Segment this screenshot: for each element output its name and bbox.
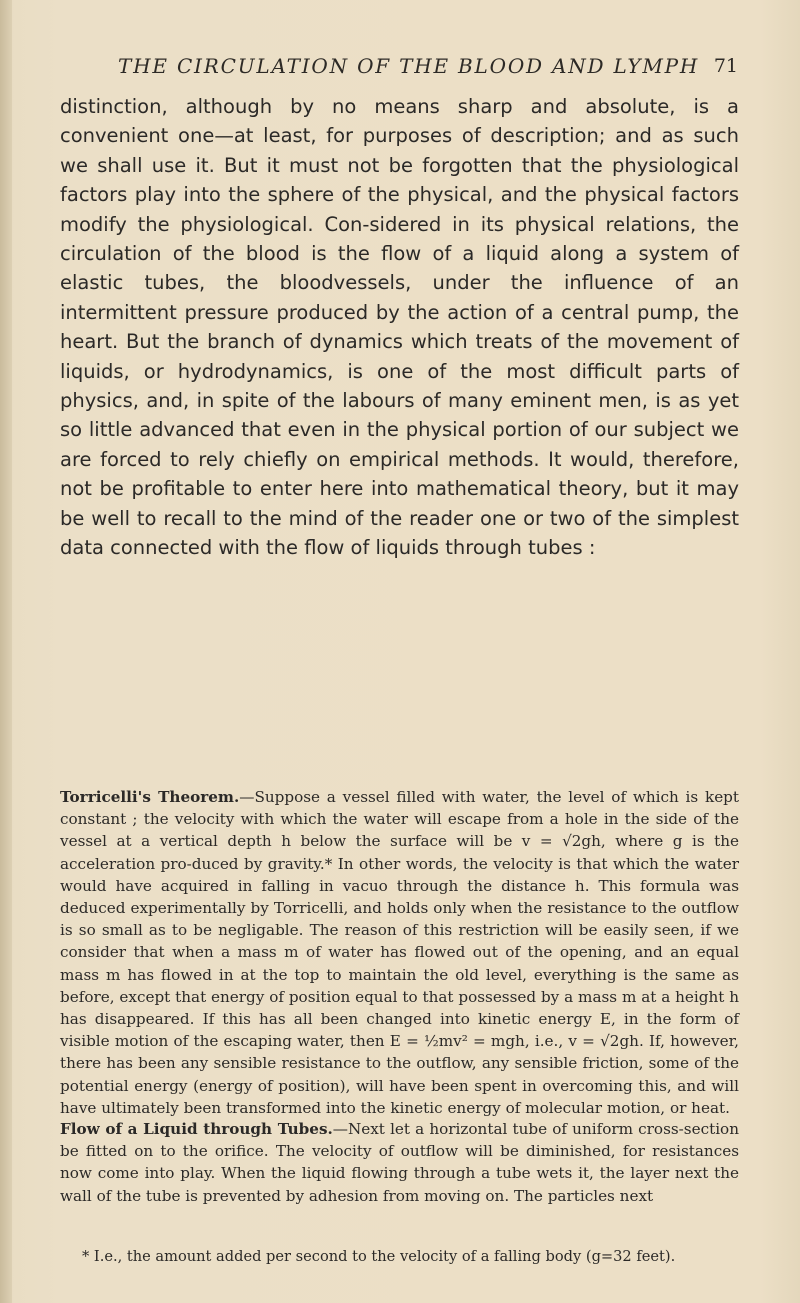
torricelli-text: —Suppose a vessel filled with water, the level of which is kept constant ; the velocity with which the water will escape from a hole in the side of the vessel at a vertical depth h below the surface will be v = √2gh, where g is the acceleration pro-duced by gravity.* In other words, the velocity is that which the water would have acquired in falling in vacuo through the distance h. This formula was deduced experimentally by Torricelli, and holds only when the resistance to the outflow is so small as to be negligable. The reason of this restriction will be easily seen, if we consider that when a mass m of water has flowed out of the opening, and an equal mass m has flowed in at the top to maintain the old level, everything is the same as before, except that energy of position equal to that possessed by a mass m at a height h has disappeared. If this has all been changed into kinetic energy E, in the form of visible motion of the escaping water, then E = ½mv² = mgh, i.e., v = √2gh. If, however, there has been any sensible resistance to the outflow, any sensible friction, some of the potential energy (energy of position), will have been spent in overcoming this, and will have ultimately been transformed into the kinetic energy of molecular motion, or heat. [60,788,740,1117]
torricelli-paragraph [60,786,739,1119]
page-spine-shadow [0,0,12,1303]
liquid-flow-heading: Flow of a Liquid through Tubes. [60,1120,333,1138]
page-number: 71 [713,55,738,77]
running-title: THE CIRCULATION OF THE BLOOD AND LYMPH [118,54,700,78]
torricelli-heading: Torricelli's Theorem. [60,788,240,806]
main-paragraph: distinction, although by no means sharp and absolute, is a convenient one—at least, for purposes of description; and as such we shall use it. But it must not be forgotten that the physiological factors play into the sphere of the physical, and the physical factors modify the physiological. Con-sidered in its physical relations, the circulation of the blood is the flow of a liquid along a system of elastic tubes, the bloodvessels, under the influence of an intermittent pressure produced by the action of a central pump, the heart. But the branch of dynamics which treats of the movement of liquids, or hydrodynamics, is one of the most difficult parts of physics, and, in spite of the labours of many eminent men, is as yet so little advanced that even in the physical portion of our subject we are forced to rely chiefly on empirical methods. It would, therefore, not be profitable to enter here into mathematical theory, but it may be well to recall to the mind of the reader one or two of the simplest data connected with the flow of liquids through tubes : [60,95,739,560]
liquid-flow-text: —Next let a horizontal tube of uniform cross-section be fitted on to the orifice. The velocity of outflow will be diminished, for resistances now come into play. When the liquid flowing through a tube wets it, the layer next the wall of the tube is prevented by adhesion from moving on. The particles next [60,1120,739,1205]
footnote: * I.e., the amount added per second to the velocity of a falling body (g=32 feet). [82,1248,676,1265]
liquid-flow-paragraph [60,1118,739,1207]
